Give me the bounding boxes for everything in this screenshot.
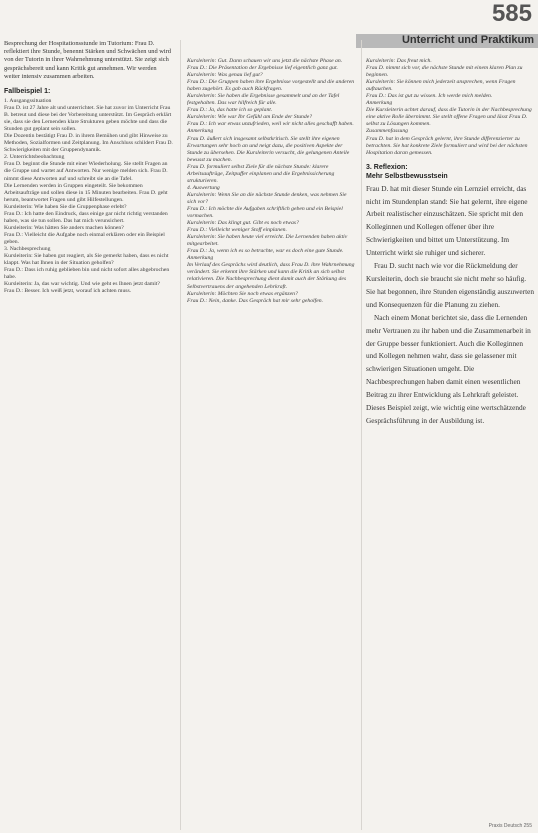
- text-paragraph: Kursleiterin: Sie haben die Ergebnisse gesammelt und an der Tafel festgehalten. Das war hilfreich für alle.: [187, 93, 340, 107]
- text-paragraph: Die Kursleiterin achtet darauf, dass die Tutorin in der Nachbesprechung eine aktive Rolle übernimmt. Sie stellt offene Fragen und lässt Frau D. selbst zu Lösungen kommen.: [366, 107, 532, 128]
- text-paragraph: Frau D.: Ich möchte die Aufgaben schriftlich geben und ein Beispiel vormachen.: [187, 205, 343, 220]
- column-body: [4, 98, 174, 295]
- text-paragraph: Kursleiterin: Sie haben gut reagiert, als Sie gemerkt haben, dass es nicht klappt. Was hat Ihnen in der Situation geholfen?: [4, 253, 169, 267]
- text-paragraph: Frau D.: Die Gruppen haben ihre Ergebnisse vorgestellt und die anderen haben zugehört. Es gab auch Rückfragen.: [187, 79, 355, 93]
- text-paragraph: Frau D. ist 27 Jahre alt und unterrichtet. Sie hat zuvor im Unterricht Frau B. betreut und diese bei der Vorbereitung unterstützt. Im Gespräch erklärt sie, dass sie den Lernenden klare Strukturen geben möchte und dass die Stunden gut geplant sein sollen.: [4, 105, 172, 133]
- text-paragraph: Frau D.: Ja, das hatte ich so geplant.: [187, 107, 273, 114]
- footer: Praxis Deutsch 255: [488, 823, 532, 829]
- page-number: 585: [491, 0, 532, 27]
- text-paragraph: Kursleiterin: Was genau lief gut?: [187, 72, 263, 79]
- text-paragraph: Frau D. beginnt die Stunde mit einer Wiederholung. Sie stellt Fragen an die Gruppe und wartet auf Antworten. Nur wenige melden sich. Frau D. nimmt diese Antworten auf und schreibt sie an die Tafel.: [4, 161, 168, 182]
- text-paragraph: Anmerkung: [187, 128, 214, 135]
- text-paragraph: Kursleiterin: Wenn Sie an die nächste Stunde denken, was nehmen Sie sich vor?: [187, 191, 347, 205]
- text-paragraph: Frau D. nimmt sich vor, die nächste Stunde mit einem klaren Plan zu beginnen.: [366, 65, 523, 79]
- text-paragraph: Frau D. sucht nach wie vor die Rückmeldung der Kursleiterin, doch sie braucht sie nicht mehr so häufig. Sie hat begonnen, ihre Stunden eigenständig auszuwerten und Konsequenzen für die Planung zu ziehen.: [366, 261, 534, 309]
- text-paragraph: Kursleiterin: Wie war Ihr Gefühl am Ende der Stunde?: [187, 114, 313, 121]
- text-paragraph: Nach einem Monat berichtet sie, dass die Lernenden mehr Vertrauen zu ihr haben und die Zusammenarbeit in der Gruppe besser funktioniert. Auch die Kolleginnen und Kollegen nehmen wahr, dass sie gelassener mit schwierigen Situationen umgeht. Die Nachbesprechungen haben damit einen wesentlichen Beitrag zu ihrer Entwicklung als Lehrkraft geleistet. Dieses Beispiel zeigt, wie wichtig eine wertschätzende Gesprächsführung in der Ausbildung ist.: [366, 312, 531, 425]
- text-paragraph: 2. Unterrichtsbeobachtung: [4, 154, 65, 161]
- text-paragraph: Kursleiterin: Was hätten Sie anders machen können?: [4, 224, 124, 231]
- body-text: [366, 183, 534, 428]
- text-paragraph: Die Lernenden werden in Gruppen eingeteilt. Sie bekommen Arbeitsaufträge und sollen diese in 15 Minuten bearbeiten. Frau D. geht herum, beantwortet Fragen und gibt Hilfestellungen.: [4, 182, 168, 203]
- text-paragraph: Im Verlauf des Gesprächs wird deutlich, dass Frau D. ihre Wahrnehmung verändert. Sie erkennt ihre Stärken und kann die Kritik an sich selbst relativieren. Die Nachbesprechung dient damit auch der Stärkung des Selbstvertrauens der angehenden Lehrkraft.: [187, 262, 355, 290]
- text-paragraph: Frau D.: Ich hatte den Eindruck, dass einige gar nicht richtig verstanden haben, was sie tun sollen. Das hat mich verunsichert.: [4, 210, 168, 224]
- text-paragraph: Anmerkung: [366, 100, 393, 107]
- text-paragraph: Kursleiterin: Wie haben Sie die Gruppenphase erlebt?: [4, 203, 127, 210]
- column-left: [4, 40, 174, 295]
- intro-paragraph: Besprechung der Hospitationsstunde im Tutorium: Frau D. reflektiert ihre Stunde, benennt Stärken und Schwächen und wird von der Tutorin in ihrer Wahrnehmung unterstützt. Sie zeigt sich gesprächsbereit und kann Kritik gut annehmen. Wir werden weiter intensiv zusammen arbeiten.: [4, 40, 171, 80]
- text-paragraph: Die Dozentin bestätigt Frau D. in ihrem Bemühen und gibt Hinweise zu Methoden, Sozialformen und Zeitplanung. Im Anschluss schildert Frau D. Schwierigkeiten mit der Gruppendynamik.: [4, 133, 173, 154]
- text-paragraph: Kursleiterin: Ja, das war wichtig. Und wie geht es Ihnen jetzt damit?: [4, 281, 160, 288]
- text-paragraph: Kursleiterin: Möchten Sie noch etwas ergänzen?: [187, 290, 298, 297]
- column-right: [366, 58, 534, 428]
- text-paragraph: Anmerkung: [187, 255, 214, 262]
- text-paragraph: Kursleiterin: Sie können mich jederzeit ansprechen, wenn Fragen auftauchen.: [366, 79, 516, 93]
- text-paragraph: Frau D.: Die Präsentation der Ergebnisse lief eigentlich ganz gut.: [187, 65, 338, 72]
- column-middle: [187, 58, 357, 305]
- text-paragraph: Frau D.: Vielleicht weniger Stoff einplanen.: [187, 227, 287, 234]
- text-paragraph: Kursleiterin: Sie haben heute viel erreicht. Die Lernenden haben aktiv mitgearbeitet.: [187, 234, 348, 248]
- text-paragraph: Zusammenfassung: [366, 128, 409, 135]
- text-paragraph: Kursleiterin: Gut. Dann schauen wir uns jetzt die nächste Phase an.: [187, 58, 343, 64]
- column-body: [187, 58, 357, 305]
- text-paragraph: Frau D.: Nein, danke. Das Gespräch hat mir sehr geholfen.: [187, 297, 324, 304]
- column-divider: [361, 40, 362, 830]
- text-paragraph: Frau D.: Besser. Ich weiß jetzt, worauf ich achten muss.: [4, 288, 132, 295]
- text-paragraph: Frau D.: Ja, wenn ich es so betrachte, war es doch eine gute Stunde.: [187, 248, 344, 255]
- text-paragraph: Frau D. hat mit dieser Stunde ein Lernziel erreicht, das nicht im Stundenplan stand: Sie hat gelernt, ihre eigene Arbeit realistischer einzuschätzen. Sie spricht mit den Kolleginnen und Kollegen offener über ihre Schwierigkeiten und bittet um Unterstützung. Im Unterricht wirkt sie ruhiger und sicherer.: [366, 183, 528, 258]
- text-paragraph: Kursleiterin: Das klingt gut. Gibt es noch etwas?: [187, 220, 299, 227]
- header-title: Unterricht und Praktikum: [401, 34, 534, 46]
- text-paragraph: Frau D.: Dass ich ruhig geblieben bin und nicht sofort alles abgebrochen habe.: [4, 267, 170, 281]
- text-paragraph: Frau D.: Das ist gut zu wissen. Ich werde mich melden.: [366, 93, 493, 100]
- column-body: [366, 58, 534, 157]
- text-paragraph: Frau D. hat in dem Gespräch gelernt, ihre Stunde differenzierter zu betrachten. Sie hat konkrete Ziele formuliert und wird bei der nächsten Hospitation daran gemessen.: [366, 135, 528, 156]
- text-paragraph: Frau D. äußert sich insgesamt selbstkritisch. Sie stellt ihre eigenen Erwartungen sehr hoch an und neigt dazu, die positiven Aspekte der Stunde zu übersehen. Die Kursleiterin versucht, die gelungenen Anteile bewusst zu machen.: [187, 135, 350, 163]
- text-paragraph: Frau D.: Vielleicht die Aufgabe noch einmal erklären oder ein Beispiel geben.: [4, 231, 165, 245]
- section-heading: Fallbeispiel 1:: [4, 88, 51, 96]
- column-divider: [180, 40, 181, 830]
- text-paragraph: Frau D. formuliert selbst Ziele für die nächste Stunde: klarere Arbeitsaufträge, Zeitpuffer einplanen und die Ergebnissicherung strukturieren.: [187, 163, 335, 184]
- text-paragraph: Kursleiterin: Das freut mich.: [366, 58, 432, 64]
- text-paragraph: 1. Ausgangssituation: [4, 98, 52, 105]
- text-paragraph: 4. Auswertung: [187, 184, 220, 191]
- section-heading: 3. Reflexion: Mehr Selbstbewusstsein: [366, 163, 448, 180]
- text-paragraph: 3. Nachbesprechung: [4, 246, 51, 252]
- text-paragraph: Frau D.: Ich war etwas unzufrieden, weil wir nicht alles geschafft haben.: [187, 121, 354, 128]
